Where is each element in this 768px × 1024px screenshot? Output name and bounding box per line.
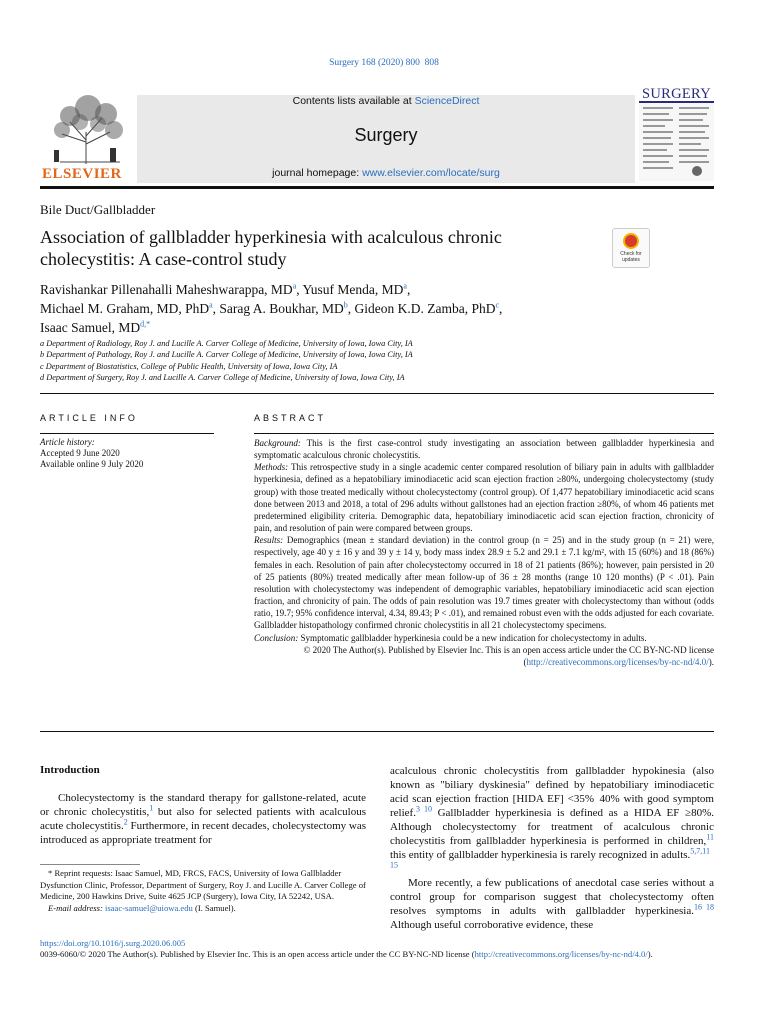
author-name: Michael M. Graham, MD, PhD (40, 301, 210, 316)
reference-link[interactable]: 11 (706, 832, 714, 842)
abstract-background (254, 437, 714, 461)
journal-title: Surgery (354, 125, 418, 145)
author-name: Yusuf Menda, MD (302, 282, 404, 297)
author-separator: , (347, 301, 355, 316)
email-label: E-mail address: (48, 902, 105, 913)
sciencedirect-link[interactable]: ScienceDirect (414, 95, 480, 107)
body-text: Although useful corroborative evidence, these (390, 919, 594, 931)
author-affiliation-mark[interactable]: a (292, 281, 297, 291)
footnote-text: * Reprint requests: Isaac Samuel, MD, FRCS, FACS, University of Iowa Gallbladder Dysfunction Clinic, Professor, Department of Surgery, Roy J. and Lucille A. Carver College of Medicine, 200 Hawkins Drive, Suite 4625 JCP (Surgery), Iowa City, IA 52242, USA. (40, 868, 366, 901)
abstract-conclusion-label: Conclusion: (254, 632, 299, 643)
article-info-divider (40, 433, 214, 434)
author-list (40, 280, 600, 337)
front-matter-divider (40, 393, 714, 394)
corresponding-author-footnote (40, 868, 366, 914)
body-paragraph (40, 791, 366, 847)
cover-title: SURGERY (639, 87, 714, 103)
article-info-heading: ARTICLE INFO (40, 413, 138, 423)
abstract-results (254, 534, 714, 631)
homepage-prefix: journal homepage: (272, 167, 363, 179)
body-text: acalculous chronic cholecystitis from gallbladder hypokinesia (also known as "biliary dyskinesia" defined by hepatobiliary iminodiacetic acid scan ejection fraction [HIDA EF] <35% 40% with good symptom relief. (390, 765, 714, 819)
elsevier-tree-icon (40, 92, 135, 166)
author-name: Gideon K.D. Zamba, PhD (354, 301, 496, 316)
abstract-divider (254, 433, 714, 434)
reference-link[interactable]: 5,7,11 15 (390, 846, 714, 870)
abstract-body (254, 437, 714, 668)
author-name: Isaac Samuel, MD (40, 320, 141, 335)
elsevier-logo (40, 92, 135, 185)
journal-homepage-line (137, 167, 635, 179)
body-text: Furthermore, in recent decades, cholecystectomy was introduced as appropriate treatment for (40, 820, 366, 846)
affiliation-item: b Department of Pathology, Roy J. and Lucille A. Carver College of Medicine, University of Iowa, Iowa City, IA (40, 350, 413, 360)
abstract-copyright (254, 644, 714, 668)
body-text: Gallbladder hyperkinesia is defined as a HIDA EF ≥80%. Although cholecystectomy for treatment of acalculous chronic cholecystitis from gallbladder hyperkinesia is performed in children, (390, 807, 714, 847)
article-section-label: Bile Duct/Gallbladder (40, 202, 156, 217)
body-text: More recently, a few publications of anecdotal case series without a control group for comparison suggest that cholecystectomy often resolves symptoms in adults with gallbladder hyperkinesia. (390, 877, 714, 917)
abstract-methods-label: Methods: (254, 462, 289, 473)
body-text: but also for selected patients with acalculous acute cholecystitis. (40, 806, 367, 832)
journal-citation[interactable]: Surgery 168 (2020) 800 808 (329, 58, 439, 68)
body-column-left (40, 791, 366, 847)
journal-homepage-link[interactable]: www.elsevier.com/locate/surg (362, 167, 500, 179)
introduction-heading: Introduction (40, 764, 100, 776)
author-separator: , (296, 282, 303, 297)
issn-license-link[interactable]: http://creativecommons.org/licenses/by-nc-nd/4.0/ (474, 949, 648, 959)
journal-header (40, 86, 714, 185)
affiliation-item: d Department of Surgery, Roy J. and Lucille A. Carver College of Medicine, University of Iowa, Iowa City, IA (40, 372, 405, 382)
author-name: Ravishankar Pillenahalli Maheshwarappa, MD (40, 282, 293, 297)
cover-contents-icon (639, 103, 714, 181)
author-separator: , (499, 301, 503, 316)
author-name: Sarag A. Boukhar, MD (219, 301, 344, 316)
reference-link[interactable]: 2 (123, 817, 128, 827)
check-updates-label: Check for updates (620, 251, 642, 263)
contents-line (137, 95, 635, 107)
body-column-right (390, 764, 714, 932)
abstract-bottom-divider (40, 731, 714, 732)
footnote-divider (40, 864, 140, 865)
reference-link[interactable]: 1 (149, 803, 154, 813)
body-paragraph (390, 764, 714, 876)
contents-prefix: Contents lists available at (292, 95, 415, 107)
abstract-methods-text: This retrospective study in a single academic center compared resolution of biliary pain in adults with gallbladder hyperkinesia, defined as a hepatobiliary iminodiacetic acid scan ejection fraction ≥80%, undergoing cholecystectomy (study group) with those treated medically without cholecystectomy (control group). Of 1,477 hepatobiliary iminodiacetic acid scans done between 2013 and 2018, a total of 296 adults without gallstones had an ejection fraction ≥80%, of whom 46 patients met predetermined eligibility criteria. Demographic data, hepatobiliary iminodiacetic acid scan ejection fraction, chronicity of pain, and resolution of pain were compared between groups. (254, 462, 714, 534)
abstract-results-text: Demographics (mean ± standard deviation) in the control group (n = 25) and in the study group (n = 21) were, respectively, age 40 y ± 16 y and 39 y ± 14 y, body mass index 28.9 ± 5.2 and 29.1 ± 7.1 kg/m², with 15 (60%) and 18 (86%) females in each. Resolution of pain after cholecystectomy occurred in 18 of 21 patients (86%); however, pain persisted in 20 of 25 patients (80%) treated medically after mean follow-up of 36 ± 28 months (range 10 120 months) (P < .01). Pain resolution with cholecystectomy was independent of demographic variables, hepatobiliary iminodiacetic acid scan ejection fraction, and chronicity of pain. The odds of pain resolution was 19.7 times greater with cholecystectomy than without (odds ratio, 19.7; 95% confidence interval, 4.34, 89.43; P < .01), and remained robust even with the odds adjusted for each covariate. Gallbladder histopathology confirmed chronic cholecystitis in all 21 cholecystectomy specimens. (254, 535, 714, 631)
copyright-text: © 2020 The Author(s). Published by Elsevier Inc. This is an open access article under the CC BY-NC-ND license ( (303, 644, 714, 667)
author-affiliation-mark[interactable]: b (343, 300, 348, 310)
issn-text: 0039-6060/© 2020 The Author(s). Published by Elsevier Inc. This is an open access article under the CC BY-NC-ND license ( (40, 949, 475, 959)
article-info (40, 437, 218, 470)
author-affiliation-mark[interactable]: a (403, 281, 407, 291)
article-title: Association of gallbladder hyperkinesia with acalculous chronic cholecystitis: A case-control study (40, 227, 502, 269)
issn-license-line (40, 949, 730, 959)
affiliation-list (40, 338, 600, 383)
abstract-results-label: Results: (254, 535, 284, 546)
issn-suffix: ). (647, 949, 653, 959)
abstract-methods (254, 461, 714, 534)
copyright-suffix: ). (708, 656, 714, 667)
article-history-label: Article history: (40, 437, 95, 447)
reference-link[interactable]: 16 18 (694, 902, 714, 912)
check-updates-icon (623, 233, 639, 249)
abstract-conclusion (254, 632, 714, 644)
abstract-background-text: This is the first case-control study investigating an association between gallbladder hyperkinesia and symptomatic acalculous chronic cholecystitis. (254, 438, 714, 461)
email-suffix: (I. Samuel). (192, 902, 236, 913)
body-paragraph (390, 876, 714, 932)
available-online-date: Available online 9 July 2020 (40, 459, 144, 469)
elsevier-wordmark: ELSEVIER (42, 166, 122, 182)
author-affiliation-mark[interactable]: d,* (140, 319, 151, 329)
author-affiliation-mark[interactable]: c (495, 300, 500, 310)
affiliation-item: c Department of Biostatistics, College of Public Health, University of Iowa, Iowa City, IA (40, 361, 338, 371)
abstract-conclusion-text: Symptomatic gallbladder hyperkinesia could be a new indication for cholecystectomy in adults. (298, 632, 647, 643)
journal-cover-thumbnail[interactable] (639, 87, 714, 182)
body-text: Cholecystectomy is the standard therapy for gallstone-related, acute or chronic cholecystitis, (40, 792, 366, 818)
author-affiliation-mark[interactable]: a (209, 300, 213, 310)
email-link[interactable]: isaac-samuel@uiowa.edu (104, 902, 193, 913)
author-separator: , (406, 282, 411, 297)
doi-link[interactable]: https://doi.org/10.1016/j.surg.2020.06.005 (40, 938, 186, 948)
footnote-email (40, 903, 366, 915)
journal-info-box (137, 95, 635, 183)
abstract-background-label: Background: (254, 438, 301, 448)
body-text: this entity of gallbladder hyperkinesia is rarely recognized in adults. (390, 849, 691, 861)
reference-link[interactable]: 3 10 (415, 804, 432, 814)
check-for-updates-button[interactable] (612, 228, 650, 268)
accepted-date: Accepted 9 June 2020 (40, 448, 120, 458)
license-link[interactable]: http://creativecommons.org/licenses/by-nc-nd/4.0/ (526, 656, 709, 667)
abstract-heading: ABSTRACT (254, 413, 327, 423)
affiliation-item: a Department of Radiology, Roy J. and Lucille A. Carver College of Medicine, University of Iowa, Iowa City, IA (40, 339, 413, 348)
header-divider (40, 186, 714, 189)
author-separator: , (212, 301, 220, 316)
